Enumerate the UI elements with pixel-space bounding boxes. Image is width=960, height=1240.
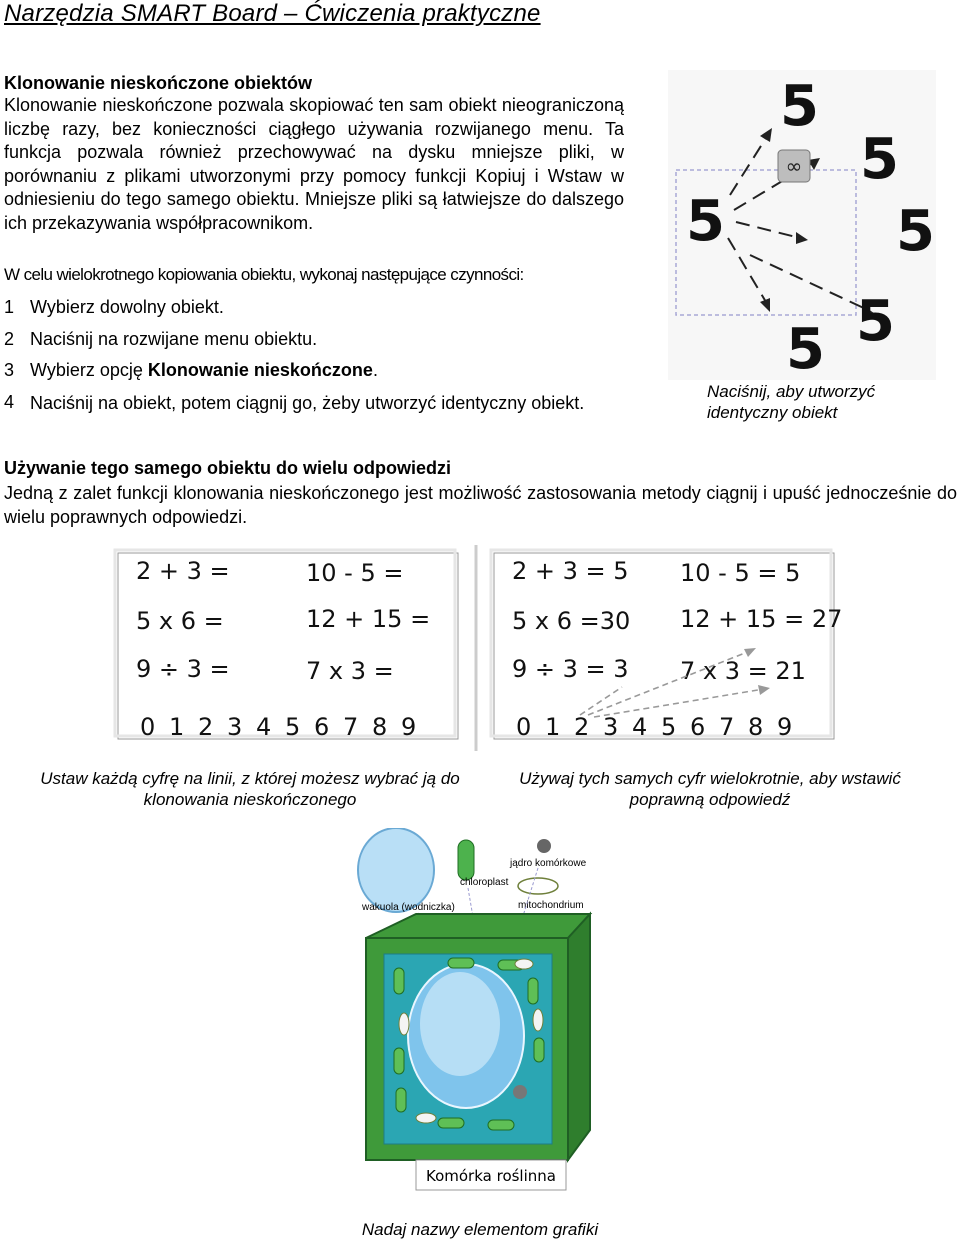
equation: 10 - 5 = 5	[680, 559, 801, 587]
step-number: 1	[4, 297, 15, 317]
digit-tile[interactable]: 9	[777, 713, 793, 741]
equation: 2 + 3 = 5	[512, 557, 629, 585]
steps-intro: W celu wielokrotnego kopiowania obiektu, wykonaj następujące czynności:	[4, 265, 524, 284]
svg-text:5: 5	[780, 74, 819, 139]
equation: 12 + 15 = 27	[680, 605, 843, 633]
cell-title: Komórka roślinna	[426, 1167, 556, 1185]
digit-tile[interactable]: 7	[719, 713, 735, 741]
digit-tile[interactable]: 1	[545, 713, 561, 741]
digit-tile[interactable]: 3	[603, 713, 619, 741]
equation: 9 ÷ 3 =	[136, 655, 230, 683]
digit-tile[interactable]: 5	[285, 713, 301, 741]
mitochondrion-label: mitochondrium	[518, 900, 584, 911]
digit-tile[interactable]: 6	[690, 713, 706, 741]
nucleus	[513, 1085, 527, 1099]
section2-paragraph: Jedną z zalet funkcji klonowania nieskończonego jest możliwość zastosowania metody ciągnij i upuść jednocześnie do wielu poprawnych odpowiedzi.	[4, 483, 957, 527]
steps-list	[4, 297, 624, 447]
nucleus-label: jądro komórkowe	[510, 858, 587, 869]
equation: 12 + 15 =	[306, 605, 431, 633]
step-text-end: .	[372, 360, 378, 380]
section1-paragraph: Klonowanie nieskończone pozwala skopiować ten sam obiekt nieograniczoną liczbę razy, bez konieczności ciągłego używania rozwijanego menu. Ta funkcja pozwala również przechowywać na dysku mniejsze pliki, w porównaniu z plikami utworzonymi przy pomocy funkcji Kopiuj i Wstaw w odniesieniu do tego samego obiektu. Mniejsze pliki są łatwiejsze do dalszego ich przekazywania współpracownikom.	[4, 95, 624, 233]
svg-text:5: 5	[896, 199, 935, 264]
page-title: Narzędzia SMART Board – Ćwiczenia praktyczne	[4, 0, 541, 27]
svg-text:∞: ∞	[785, 154, 803, 178]
svg-text:5: 5	[786, 317, 825, 380]
caption-left: Ustaw każdą cyfrę na linii, z której możesz wybrać ją do klonowania nieskończonego	[40, 769, 460, 809]
step-text: Naciśnij na rozwijane menu obiektu.	[30, 329, 318, 349]
equation: 7 x 3 =	[306, 657, 394, 685]
digit-tile[interactable]: 4	[632, 713, 648, 741]
step-text-bold: Klonowanie nieskończone	[147, 360, 373, 380]
digit-tile[interactable]: 3	[227, 713, 243, 741]
digit-tile[interactable]: 7	[343, 713, 359, 741]
step-1	[4, 297, 224, 318]
clone-figure	[668, 70, 936, 380]
chloroplast-icon	[458, 840, 474, 880]
svg-text:5: 5	[860, 127, 899, 192]
digit-tile[interactable]: 8	[748, 713, 764, 741]
step-2	[4, 329, 317, 350]
digit-tile[interactable]: 8	[372, 713, 388, 741]
step-text: Wybierz dowolny obiekt.	[30, 297, 224, 317]
equation: 10 - 5 =	[306, 559, 404, 587]
step-text: Naciśnij na obiekt, potem ciągnij go, żeby utworzyć identyczny obiekt.	[30, 393, 585, 413]
step-number: 3	[4, 360, 15, 380]
equation: 2 + 3 =	[136, 557, 230, 585]
caption-right: Używaj tych samych cyfr wielokrotnie, aby wstawić poprawną odpowiedź	[519, 769, 901, 809]
digit-tile[interactable]: 9	[401, 713, 417, 741]
vacuole-label: wakuola (wodniczka)	[362, 902, 455, 913]
step-3	[4, 360, 378, 381]
step-4	[4, 392, 624, 414]
section1-heading: Klonowanie nieskończone obiektów	[4, 73, 313, 93]
svg-text:5: 5	[686, 189, 725, 254]
cell-wall-side	[568, 914, 590, 1160]
clone-caption: Naciśnij, aby utworzyć identyczny obiekt	[707, 382, 876, 422]
step-text: Wybierz opcję	[30, 360, 148, 380]
cell-caption: Nadaj nazwy elementom grafiki	[361, 1220, 599, 1239]
digit-tile[interactable]: 2	[574, 713, 590, 741]
digit-tile[interactable]: 6	[314, 713, 330, 741]
digit-tile[interactable]: 2	[198, 713, 214, 741]
nucleus-icon	[537, 839, 551, 853]
math-boards	[110, 545, 850, 755]
cell-wall-top	[366, 914, 590, 938]
equation: 7 x 3 = 21	[680, 657, 806, 685]
mitochondrion-icon	[518, 878, 558, 894]
equation: 5 x 6 =30	[512, 607, 631, 635]
svg-text:5: 5	[856, 289, 895, 354]
step-number: 2	[4, 329, 15, 349]
clone-diagram	[668, 70, 936, 380]
section2-heading: Używanie tego samego obiektu do wielu odpowiedzi	[4, 458, 452, 478]
digit-tile[interactable]: 0	[516, 713, 532, 741]
digit-tile[interactable]: 5	[661, 713, 677, 741]
vacuole-icon	[358, 828, 434, 912]
digit-tile[interactable]: 4	[256, 713, 272, 741]
digit-tile[interactable]: 1	[169, 713, 185, 741]
equation: 9 ÷ 3 = 3	[512, 655, 629, 683]
chloroplast-label: chloroplast	[460, 877, 509, 888]
plant-cell-figure	[338, 828, 618, 1200]
step-number: 4	[4, 392, 15, 412]
equation: 5 x 6 =	[136, 607, 224, 635]
digit-tile[interactable]: 0	[140, 713, 156, 741]
